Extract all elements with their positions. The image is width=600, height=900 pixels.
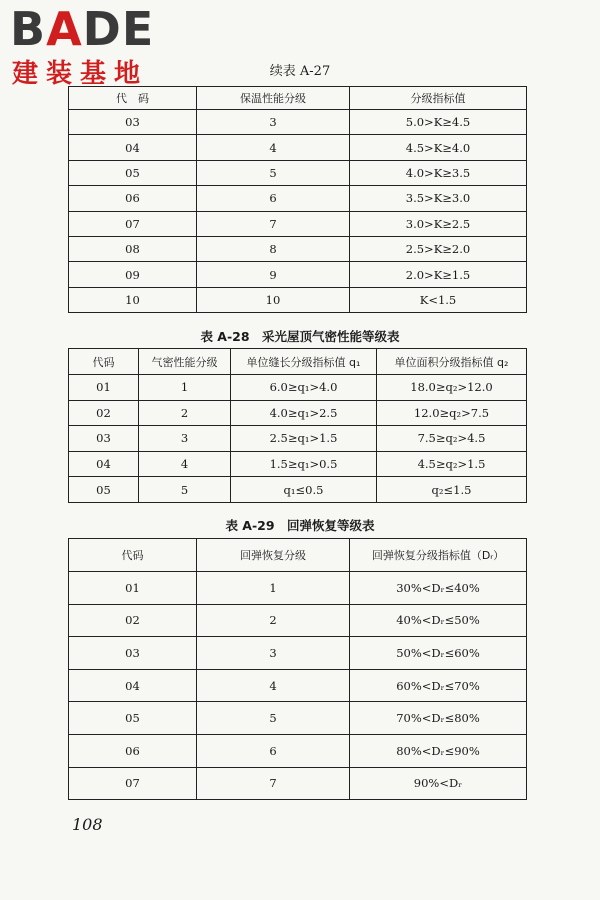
table-cell: 7 — [197, 767, 350, 800]
table-cell: 30%<Dᵣ≤40% — [350, 572, 527, 605]
table-cell: 12.0≥q₂>7.5 — [377, 400, 527, 426]
column-header: 代码 — [69, 539, 197, 572]
table-cell: 3 — [197, 110, 350, 135]
table-cell: 09 — [69, 262, 197, 287]
column-header: 代 码 — [69, 87, 197, 110]
table-cell: 3.0>K≥2.5 — [350, 211, 527, 236]
table-header-row — [69, 87, 527, 110]
table-row — [69, 426, 527, 452]
table-header-row — [69, 539, 527, 572]
column-header: 代码 — [69, 349, 139, 375]
table-row — [69, 236, 527, 261]
logo-accent-letter: A — [46, 2, 83, 56]
table-row — [69, 572, 527, 605]
table-cell: 4 — [197, 669, 350, 702]
table-cell: 50%<Dᵣ≤60% — [350, 637, 527, 670]
table-cell: 5 — [197, 160, 350, 185]
table-cell: 08 — [69, 236, 197, 261]
column-header: 分级指标值 — [350, 87, 527, 110]
table-row — [69, 637, 527, 670]
table-cell: 18.0≥q₂>12.0 — [377, 375, 527, 401]
table-cell: 3 — [197, 637, 350, 670]
table-cell: q₁≤0.5 — [231, 477, 377, 503]
table-row — [69, 604, 527, 637]
table-row — [69, 767, 527, 800]
table-cell: 70%<Dᵣ≤80% — [350, 702, 527, 735]
table-cell: 9 — [197, 262, 350, 287]
table-cell: 01 — [69, 572, 197, 605]
table-cell: 2.5>K≥2.0 — [350, 236, 527, 261]
table-cell: 02 — [69, 604, 197, 637]
table-cell: 04 — [69, 669, 197, 702]
table-cell: 7.5≥q₂>4.5 — [377, 426, 527, 452]
table-row — [69, 734, 527, 767]
table-cell: 40%<Dᵣ≤50% — [350, 604, 527, 637]
table-cell: 1 — [139, 375, 231, 401]
table-cell: 05 — [69, 702, 197, 735]
table-cell: 03 — [69, 426, 139, 452]
table-row — [69, 702, 527, 735]
table-cell: q₂≤1.5 — [377, 477, 527, 503]
table-cell: 5 — [197, 702, 350, 735]
logo-subtitle: 建装基地 — [12, 59, 149, 89]
table-cell: 10 — [69, 287, 197, 312]
table-row — [69, 211, 527, 236]
table-cell: 1 — [197, 572, 350, 605]
table-cell: 5 — [139, 477, 231, 503]
table-row — [69, 262, 527, 287]
table-cell: 2.5≥q₁>1.5 — [231, 426, 377, 452]
table-cell: 4 — [139, 451, 231, 477]
table-cell: 80%<Dᵣ≤90% — [350, 734, 527, 767]
logo-wordmark: BADE — [10, 2, 155, 56]
table-row — [69, 477, 527, 503]
table-cell: 10 — [197, 287, 350, 312]
table-row — [69, 160, 527, 185]
table-cell: 4.0≥q₁>2.5 — [231, 400, 377, 426]
table-row — [69, 451, 527, 477]
table-row — [69, 669, 527, 702]
column-header: 保温性能分级 — [197, 87, 350, 110]
table-row — [69, 110, 527, 135]
table-a29-caption: 表 A-29 回弹恢复等级表 — [225, 518, 375, 533]
table-cell: 60%<Dᵣ≤70% — [350, 669, 527, 702]
table-cell: 1.5≥q₁>0.5 — [231, 451, 377, 477]
table-row — [69, 287, 527, 312]
table-cell: 01 — [69, 375, 139, 401]
table-row — [69, 400, 527, 426]
table-cell: 6 — [197, 186, 350, 211]
table-cell: 3 — [139, 426, 231, 452]
table-cell: 2 — [139, 400, 231, 426]
table-a29 — [68, 538, 527, 800]
table-cell: 7 — [197, 211, 350, 236]
table-cell: 06 — [69, 186, 197, 211]
table-cell: 04 — [69, 451, 139, 477]
table-cell: 2.0>K≥1.5 — [350, 262, 527, 287]
table-row — [69, 186, 527, 211]
table-cell: 6.0≥q₁>4.0 — [231, 375, 377, 401]
table-cell: 4.5>K≥4.0 — [350, 135, 527, 160]
column-header: 单位面积分级指标值 q₂ — [377, 349, 527, 375]
table-cell: 2 — [197, 604, 350, 637]
table-cell: 3.5>K≥3.0 — [350, 186, 527, 211]
table-row — [69, 375, 527, 401]
table-cell: 05 — [69, 160, 197, 185]
table-cell: 6 — [197, 734, 350, 767]
table-cell: 04 — [69, 135, 197, 160]
column-header: 回弹恢复分级 — [197, 539, 350, 572]
table-cell: K<1.5 — [350, 287, 527, 312]
page-number: 108 — [72, 815, 103, 834]
table-cell: 03 — [69, 110, 197, 135]
column-header: 回弹恢复分级指标值（Dᵣ） — [350, 539, 527, 572]
table-cell: 5.0>K≥4.5 — [350, 110, 527, 135]
table-cell: 4.0>K≥3.5 — [350, 160, 527, 185]
table-cell: 4 — [197, 135, 350, 160]
table-header-row — [69, 349, 527, 375]
table-row — [69, 135, 527, 160]
table-cell: 05 — [69, 477, 139, 503]
column-header: 单位缝长分级指标值 q₁ — [231, 349, 377, 375]
table-a28 — [68, 348, 527, 503]
table-cell: 02 — [69, 400, 139, 426]
table-cell: 03 — [69, 637, 197, 670]
table-a27 — [68, 86, 527, 313]
table-a27-caption: 续表 A-27 — [269, 64, 331, 79]
table-a28-caption: 表 A-28 采光屋顶气密性能等级表 — [200, 329, 400, 344]
table-cell: 06 — [69, 734, 197, 767]
table-cell: 07 — [69, 767, 197, 800]
column-header: 气密性能分级 — [139, 349, 231, 375]
table-cell: 07 — [69, 211, 197, 236]
table-cell: 90%<Dᵣ — [350, 767, 527, 800]
table-cell: 4.5≥q₂>1.5 — [377, 451, 527, 477]
table-cell: 8 — [197, 236, 350, 261]
